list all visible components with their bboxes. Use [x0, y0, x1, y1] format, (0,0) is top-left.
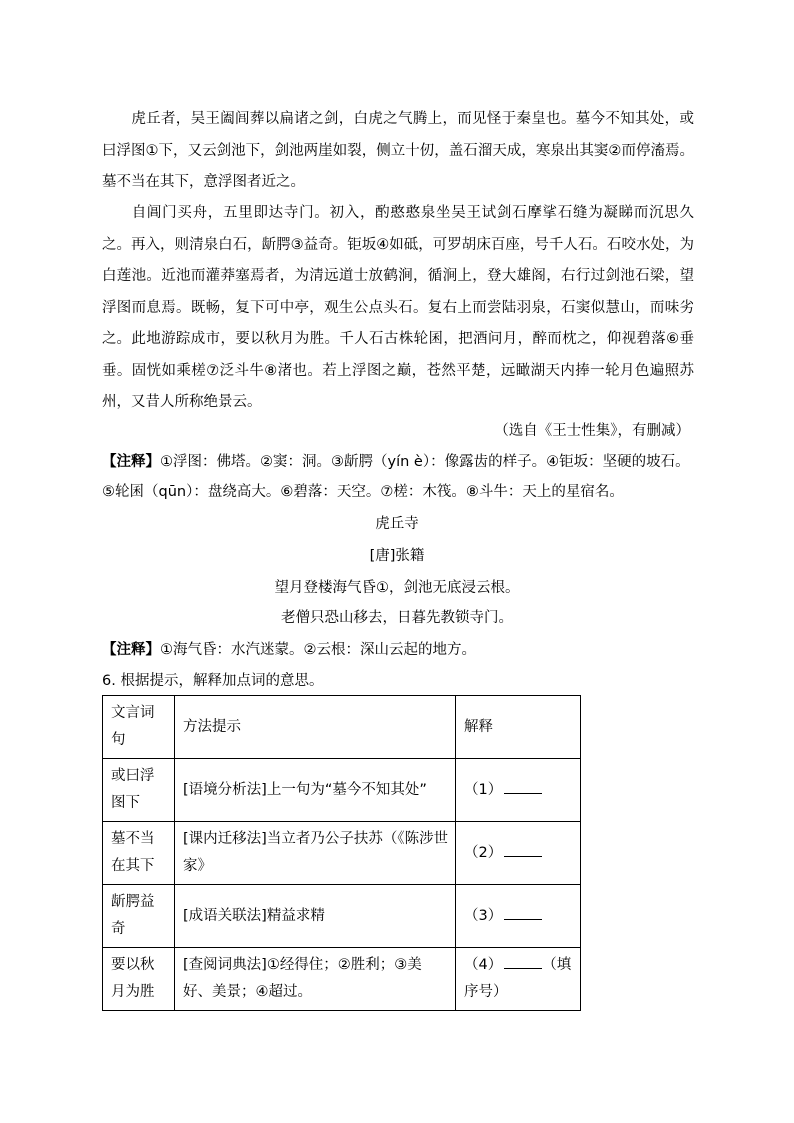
poem-author: [唐]张籍	[369, 548, 425, 564]
table-row	[103, 759, 581, 822]
phrase-cell: 龂腭益奇	[103, 885, 175, 948]
passage-notes-line-2: ⑤轮囷（qūn）：盘绕高大。⑥碧落：天空。⑦槎：木筏。⑧斗牛：天上的星宿名。	[102, 484, 624, 500]
answer-blank[interactable]	[504, 840, 542, 857]
passage-notes-line-1	[102, 452, 690, 472]
poem-notes	[102, 640, 476, 660]
poem-line-1: 望月登楼海气昏①，剑池无底浸云根。	[274, 580, 520, 596]
phrase-cell: 要以秋月为胜	[103, 948, 175, 1011]
question-stem: 6. 根据提示，解释加点词的意思。	[102, 673, 324, 689]
passage-paragraph-2-text: 自阊门买舟，五里即达寺门。初入，酌憨憨泉坐吴王试剑石摩挲石缝为凝睇而沉思久之。再入，则清泉白石，龂腭③益奇。钜坂④如砥，可罗胡床百座，号千人石。石咬水处，为白莲池。近池而灌莽塞焉者，为清远道士放鹤涧，循涧上，登大雄阁，右行过剑池石梁，望浮图而息焉。既畅，复下可中亭，观生公点头石。复右上而尝陆羽泉，石窦似慧山，而味劣之。	[102, 205, 694, 347]
answer-blank[interactable]	[504, 903, 542, 920]
passage-paragraph-3	[102, 324, 694, 419]
answer-table	[102, 695, 581, 1011]
poem-line-2: 老僧只恐山移去，日暮先教锁寺门。	[281, 610, 513, 626]
table-header-cell: 方法提示	[175, 696, 456, 759]
answer-blank[interactable]	[504, 777, 542, 794]
hint-cell: [成语关联法]精益求精	[175, 885, 456, 948]
hint-cell: [课内迁移法]当立者乃公子扶苏（《陈涉世家》	[175, 822, 456, 885]
passage-source: （选自《王士性集》，有删减）	[494, 423, 690, 439]
phrase-cell: 墓不当在其下	[103, 822, 175, 885]
passage-paragraph-3-text: 此地游踪成市，要以秋月为胜。千人石古株轮囷，把酒问月，醉而枕之，仰视碧落⑥垂垂。固恍如乘槎⑦泛斗牛⑧渚也。若上浮图之巅，苍然平楚，远瞰湖天内捧一轮月色遍照苏州，又昔人所称绝景云。	[102, 331, 694, 410]
answer-label: （1）	[464, 781, 503, 798]
answer-cell	[456, 822, 581, 885]
table-row	[103, 885, 581, 948]
poem-notes-text: ①海气昏：水汽迷蒙。②云根：深山云起的地方。	[160, 642, 476, 658]
phrase-cell: 或曰浮图下	[103, 759, 175, 822]
answer-blank[interactable]	[504, 952, 542, 969]
table-row	[103, 948, 581, 1011]
answer-suffix: （填序号）	[464, 957, 572, 1000]
answer-label: （3）	[464, 907, 503, 924]
hint-cell: [查阅词典法]①经得住；②胜利；③美好、美景；④超过。	[175, 948, 456, 1011]
hint-cell: [语境分析法]上一句为“墓今不知其处”	[175, 759, 456, 822]
answer-label: （2）	[464, 844, 503, 861]
poem-notes-label: 【注释】	[102, 642, 160, 658]
table-header-cell: 文言词句	[103, 696, 175, 759]
answer-cell	[456, 759, 581, 822]
passage-paragraph-1-text: 虎丘者，吴王阖闾葬以扁诸之剑，白虎之气腾上，而见怪于秦皇也。墓今不知其处，或曰浮图①下，又云剑池下，剑池两崖如裂，侧立十仞，盖石溜天成，寒泉出其窦②而停滀焉。墓不当在其下，意浮图者近之。	[102, 111, 694, 190]
passage-paragraph-1	[102, 104, 694, 199]
answer-cell	[456, 885, 581, 948]
table-header-cell: 解释	[456, 696, 581, 759]
poem-title: 虎丘寺	[375, 516, 419, 532]
table-row	[103, 822, 581, 885]
notes-text-1: ①浮图：佛塔。②窦：洞。③龂腭（yín è）：像露齿的样子。④钜坂：坚硬的坡石。	[160, 454, 690, 470]
answer-cell	[456, 948, 581, 1011]
notes-label: 【注释】	[102, 454, 160, 470]
table-header-row	[103, 696, 581, 759]
answer-label: （4）	[464, 957, 503, 973]
